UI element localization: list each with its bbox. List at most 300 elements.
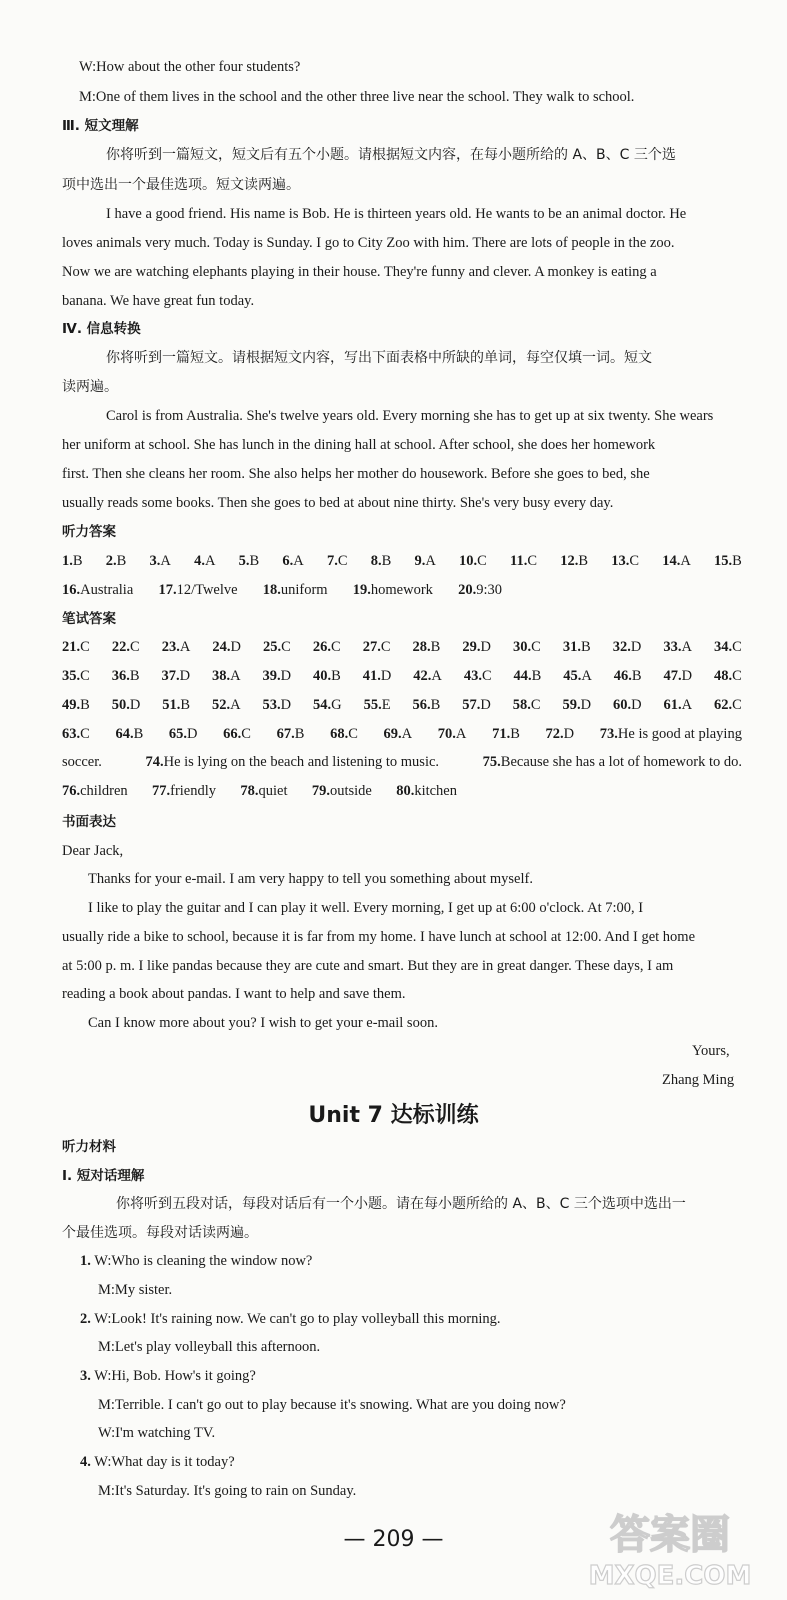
answer-number: 11. — [510, 553, 528, 569]
answer-item — [414, 552, 435, 570]
answer-value: A — [204, 553, 216, 569]
answer-value: C — [80, 639, 90, 655]
section-heading: Ⅰ. 短对话理解 — [62, 1168, 145, 1184]
answer-value: D — [280, 668, 292, 684]
answer-row — [62, 638, 742, 656]
answer-item — [513, 638, 541, 656]
answer-number: 69. — [383, 726, 402, 742]
answer-number: 30. — [513, 639, 532, 655]
answer-number: 29. — [462, 639, 481, 655]
answer-number: 59. — [562, 697, 581, 713]
answers-heading: 笔试答案 — [62, 611, 116, 627]
letter-signature: Zhang Ming — [662, 1072, 735, 1088]
answer-row — [62, 753, 742, 771]
answer-item — [510, 552, 537, 570]
answer-number: 39. — [262, 668, 281, 684]
dialog-number: 2. — [80, 1311, 91, 1327]
answer-value: B — [578, 553, 588, 569]
answer-number: 66. — [223, 726, 242, 742]
answer-item — [62, 552, 83, 570]
answer-item — [464, 667, 492, 685]
answer-item — [161, 667, 190, 685]
answer-item — [364, 696, 391, 714]
answer-number: 40. — [313, 668, 332, 684]
passage-line: banana. We have great fun today. — [62, 293, 255, 309]
answer-number: 60. — [612, 697, 632, 713]
answer-number: 49. — [62, 697, 81, 713]
answer-value: G — [331, 697, 342, 713]
answer-item — [62, 581, 133, 599]
answer-row — [62, 725, 742, 743]
answer-number: 7. — [326, 553, 338, 569]
answer-item — [162, 638, 191, 656]
answer-number: 38. — [211, 668, 231, 684]
answer-item — [714, 552, 742, 570]
answer-number: 54. — [313, 697, 332, 713]
answer-value: A — [680, 553, 691, 569]
answer-number: 48. — [714, 668, 733, 684]
answer-value: C — [477, 553, 487, 569]
answer-value: friendly — [170, 783, 217, 799]
answer-item — [614, 667, 642, 685]
answer-item — [313, 696, 342, 714]
answer-item — [263, 638, 291, 656]
answer-value: C — [531, 639, 541, 655]
answer-value: B — [294, 726, 305, 742]
dialog-text: W:Look! It's raining now. We can't go to play volleyball this morning. — [94, 1311, 501, 1327]
answer-value: homework — [370, 582, 433, 598]
answer-number: 76. — [62, 783, 81, 799]
answer-number: 42. — [413, 668, 432, 684]
answer-items — [62, 753, 742, 771]
answer-value: quiet — [258, 783, 288, 799]
letter-closing: Yours, — [692, 1043, 730, 1059]
answer-item — [600, 725, 742, 743]
answer-item — [563, 667, 592, 685]
passage-line: first. Then she cleans her room. She also helps her mother do housework. Before she goes to bed, she — [62, 466, 650, 482]
answer-number: 28. — [412, 639, 431, 655]
answer-item — [62, 696, 90, 714]
answer-number: 33. — [663, 639, 682, 655]
answer-number: 26. — [312, 639, 331, 655]
answer-item — [413, 667, 442, 685]
answer-item — [223, 725, 251, 743]
answer-value: B — [430, 697, 441, 713]
answer-number: 32. — [612, 639, 631, 655]
answer-number: 35. — [62, 668, 81, 684]
answer-item — [613, 696, 642, 714]
dialog-number: 3. — [80, 1368, 91, 1384]
answer-item — [458, 581, 502, 599]
answer-number: 47. — [663, 668, 682, 684]
answer-value: A — [230, 668, 241, 684]
answer-value: A — [581, 668, 592, 684]
answers-heading: 听力答案 — [62, 524, 116, 540]
answer-item — [312, 782, 372, 800]
answer-number: 51. — [162, 697, 181, 713]
answer-number: 46. — [613, 668, 632, 684]
answer-number: 67. — [276, 726, 295, 742]
answer-item — [158, 581, 237, 599]
answer-value: children — [80, 783, 128, 799]
answer-value: D — [280, 697, 292, 713]
answer-number: 20. — [458, 582, 477, 598]
answer-item — [330, 725, 358, 743]
watermark-logo — [570, 1500, 770, 1590]
writing-heading: 书面表达 — [62, 814, 116, 830]
answer-number: 37. — [161, 668, 180, 684]
answer-item — [145, 753, 439, 771]
answer-number: 21. — [62, 639, 81, 655]
material-heading: 听力材料 — [62, 1139, 116, 1155]
answer-row — [62, 667, 742, 685]
answer-number: 50. — [111, 697, 130, 713]
answer-item — [663, 638, 692, 656]
answer-value: 12/Twelve — [176, 582, 238, 598]
answer-item — [112, 638, 140, 656]
dialog-line — [80, 1367, 256, 1385]
instruction-text: 项中选出一个最佳选项。短文读两遍。 — [62, 177, 300, 193]
answer-item — [62, 782, 128, 800]
answer-number: 65. — [168, 726, 188, 742]
answer-number: 6. — [282, 553, 294, 569]
answer-value: D — [630, 639, 642, 655]
answer-value: C — [241, 726, 251, 742]
answer-item — [714, 638, 742, 656]
letter-salutation: Dear Jack, — [62, 843, 124, 859]
passage-line: usually reads some books. Then she goes to bed at about nine thirty. She's very busy every day. — [62, 495, 614, 511]
answer-number: 31. — [562, 639, 581, 655]
answer-value: D — [563, 726, 575, 742]
answer-value: C — [337, 553, 348, 569]
answer-item — [714, 696, 742, 714]
answer-item — [277, 725, 305, 743]
answer-item — [483, 753, 742, 771]
answer-item — [714, 667, 742, 685]
answer-items — [62, 782, 457, 800]
answer-value: B — [116, 553, 127, 569]
answer-item — [239, 552, 260, 570]
answer-number: 53. — [262, 697, 281, 713]
dialog-text: W:Hi, Bob. How's it going? — [94, 1368, 256, 1384]
answer-value: B — [72, 553, 83, 569]
answer-value: A — [455, 726, 467, 742]
answer-items — [62, 696, 742, 714]
answer-value: D — [681, 668, 693, 684]
answer-number: 14. — [662, 553, 681, 569]
answer-value: C — [481, 668, 492, 684]
answer-number: 73. — [599, 726, 618, 742]
answer-item — [412, 696, 440, 714]
answer-value: A — [681, 639, 692, 655]
dialog-line: W:I'm watching TV. — [98, 1425, 216, 1441]
answer-number: 64. — [115, 726, 134, 742]
answer-number: 77. — [151, 783, 171, 799]
instruction-text: 你将听到五段对话，每段对话后有一个小题。请在每小题所给的 A、B、C 三个选项中选出一 — [116, 1196, 686, 1212]
answer-number: 41. — [362, 668, 381, 684]
answer-number: 12. — [560, 553, 579, 569]
answer-row — [62, 581, 502, 599]
passage-line: Carol is from Australia. She's twelve years old. Every morning she has to get up at six twenty. She wears — [106, 408, 714, 424]
answer-items — [62, 552, 742, 570]
instruction-text: 个最佳选项。每段对话读两遍。 — [62, 1225, 258, 1241]
answer-item — [263, 581, 328, 599]
answer-value: A — [179, 639, 191, 655]
answer-items — [62, 581, 502, 599]
answer-item — [384, 725, 413, 743]
section-heading: Ⅲ. 短文理解 — [62, 118, 139, 134]
answer-value: D — [230, 639, 241, 655]
answer-item — [150, 552, 171, 570]
answer-number: 13. — [611, 553, 630, 569]
answer-value: He is good at playing — [617, 726, 742, 742]
answer-item — [611, 552, 639, 570]
answer-item — [62, 753, 102, 771]
answer-number: 62. — [714, 697, 733, 713]
dialog-text: W:What day is it today? — [94, 1454, 235, 1470]
instruction-text: 你将听到一篇短文，短文后有五个小题。请根据短文内容，在每小题所给的 A、B、C 三个选 — [106, 147, 676, 163]
answer-number: 44. — [513, 668, 532, 684]
answer-value: B — [531, 668, 542, 684]
dialog-line: M:My sister. — [98, 1282, 173, 1298]
answer-item — [282, 552, 303, 570]
answer-item — [462, 638, 491, 656]
letter-line: usually ride a bike to school, because it is far from my home. I have lunch at school at 12:00. And I get home — [62, 929, 696, 945]
answer-item — [560, 552, 588, 570]
answer-item — [492, 725, 520, 743]
answer-number: 17. — [158, 582, 177, 598]
answer-value: 9:30 — [476, 582, 502, 598]
answer-value: C — [80, 668, 90, 684]
answer-item — [169, 725, 198, 743]
answer-number: 72. — [545, 726, 564, 742]
answer-value: He is lying on the beach and listening to music. — [163, 754, 440, 770]
answer-item — [514, 667, 542, 685]
answer-value: uniform — [280, 582, 328, 598]
answer-value: A — [425, 553, 436, 569]
answer-value: A — [230, 697, 241, 713]
answer-value: C — [732, 639, 742, 655]
answer-number: 2. — [105, 553, 117, 569]
instruction-text: 读两遍。 — [62, 379, 118, 395]
passage-line: Now we are watching elephants playing in their house. They're funny and clever. A monkey is eating a — [62, 264, 657, 280]
answer-number: 9. — [414, 553, 426, 569]
passage-line: I have a good friend. His name is Bob. He is thirteen years old. He wants to be an animal doctor. He — [106, 206, 687, 222]
answer-number: 45. — [563, 668, 582, 684]
answer-item — [664, 696, 693, 714]
answer-value: D — [480, 639, 491, 655]
answer-value: D — [480, 697, 491, 713]
answer-item — [212, 667, 241, 685]
letter-line: I like to play the guitar and I can play it well. Every morning, I get up at 6:00 o'clock. At 7:00, I — [88, 900, 644, 916]
dialog-line: M:Terrible. I can't go out to play because it's snowing. What are you doing now? — [98, 1397, 566, 1413]
letter-line: Thanks for your e-mail. I am very happy to tell you something about myself. — [88, 871, 533, 887]
answer-row — [62, 696, 742, 714]
answer-item — [438, 725, 467, 743]
dialog-line — [80, 1310, 500, 1328]
answer-value: B — [631, 668, 642, 684]
answer-item — [513, 696, 541, 714]
answer-number: 80. — [396, 783, 415, 799]
answer-value: C — [281, 639, 291, 655]
watermark-text-cn: 答案圈 — [610, 1512, 730, 1558]
answer-item — [115, 725, 143, 743]
answer-value: B — [180, 697, 191, 713]
answer-value: C — [348, 726, 358, 742]
answer-item — [664, 667, 693, 685]
dialog-line: W:How about the other four students? — [79, 59, 301, 75]
dialog-number: 4. — [80, 1454, 91, 1470]
answer-number: 68. — [330, 726, 349, 742]
answer-number: 16. — [62, 582, 81, 598]
page-number: — 209 — — [343, 1527, 444, 1552]
answer-value: kitchen — [414, 783, 457, 799]
answer-number: 56. — [412, 697, 431, 713]
passage-line: loves animals very much. Today is Sunday. I go to City Zoo with him. There are lots of people in the zoo. — [62, 235, 675, 251]
answer-number: 19. — [352, 582, 371, 598]
answer-item — [62, 667, 90, 685]
answer-value: D — [580, 697, 592, 713]
answer-value: soccer. — [62, 754, 102, 770]
answer-value: C — [732, 668, 742, 684]
answer-item — [263, 667, 292, 685]
answer-value: A — [160, 553, 171, 569]
answer-value: B — [129, 668, 140, 684]
answer-item — [546, 725, 575, 743]
dialog-line — [80, 1453, 235, 1471]
answer-value: D — [187, 726, 198, 742]
answer-number: 79. — [311, 783, 330, 799]
answer-value: B — [133, 726, 144, 742]
answer-value: D — [631, 697, 642, 713]
answer-number: 15. — [714, 553, 733, 569]
answer-number: 27. — [362, 639, 381, 655]
answer-number: 78. — [240, 783, 259, 799]
passage-line: her uniform at school. She has lunch in the dining hall at school. After school, she does her homework — [62, 437, 656, 453]
unit-title: Unit 7 达标训练 — [308, 1103, 479, 1128]
answer-value: A — [293, 553, 304, 569]
answer-item — [112, 667, 140, 685]
answer-item — [263, 696, 292, 714]
answer-number: 8. — [370, 553, 382, 569]
answer-number: 34. — [714, 639, 733, 655]
answer-item — [353, 581, 433, 599]
answer-value: C — [80, 726, 90, 742]
answer-row — [62, 782, 457, 800]
answer-number: 55. — [363, 697, 382, 713]
answer-value: C — [380, 639, 391, 655]
instruction-text: 你将听到一篇短文。请根据短文内容，写出下面表格中所缺的单词，每空仅填一词。短文 — [106, 350, 652, 366]
answer-value: B — [331, 668, 341, 684]
answer-number: 71. — [492, 726, 511, 742]
answer-number: 63. — [62, 726, 81, 742]
answer-item — [563, 638, 591, 656]
answer-value: C — [629, 553, 639, 569]
answer-item — [562, 696, 591, 714]
answer-number: 22. — [111, 639, 130, 655]
answer-row — [62, 552, 742, 570]
answer-item — [240, 782, 287, 800]
answer-number: 36. — [111, 668, 130, 684]
answer-number: 3. — [149, 553, 161, 569]
section-heading: Ⅳ. 信息转换 — [62, 321, 141, 337]
answer-item — [413, 638, 441, 656]
dialog-line: M:Let's play volleyball this afternoon. — [98, 1339, 321, 1355]
answer-value: B — [249, 553, 260, 569]
answer-value: C — [129, 639, 140, 655]
answer-item — [112, 696, 141, 714]
answer-item — [396, 782, 457, 800]
dialog-line: M:One of them lives in the school and the other three live near the school. They walk to school. — [79, 89, 635, 105]
answer-value: A — [431, 668, 442, 684]
answer-item — [313, 667, 341, 685]
answer-value: C — [330, 639, 341, 655]
answer-value: D — [179, 668, 191, 684]
answer-value: D — [380, 668, 392, 684]
dialog-text: W:Who is cleaning the window now? — [94, 1253, 313, 1269]
answer-value: Because she has a lot of homework to do. — [500, 754, 742, 770]
answer-number: 43. — [463, 668, 482, 684]
answer-value: A — [681, 697, 693, 713]
answer-value: B — [80, 697, 90, 713]
answer-value: C — [732, 697, 742, 713]
answer-item — [363, 667, 392, 685]
answer-value: E — [381, 697, 391, 713]
answer-items — [62, 638, 742, 656]
answer-value: B — [732, 553, 742, 569]
answer-value: D — [129, 697, 141, 713]
answer-value: B — [381, 553, 392, 569]
answer-number: 75. — [482, 754, 501, 770]
letter-line: reading a book about pandas. I want to help and save them. — [62, 986, 406, 1002]
answer-item — [152, 782, 216, 800]
answer-value: B — [510, 726, 520, 742]
answer-number: 57. — [462, 697, 481, 713]
answer-number: 74. — [145, 754, 164, 770]
answer-item — [371, 552, 392, 570]
answer-item — [62, 638, 90, 656]
answer-item — [459, 552, 487, 570]
answer-item — [662, 552, 691, 570]
answer-item — [212, 638, 241, 656]
answer-item — [62, 725, 90, 743]
answer-value: C — [530, 697, 541, 713]
answer-number: 18. — [262, 582, 281, 598]
dialog-line: M:It's Saturday. It's going to rain on Sunday. — [98, 1483, 357, 1499]
answer-item — [106, 552, 127, 570]
dialog-line — [80, 1252, 312, 1270]
answer-value: A — [401, 726, 413, 742]
answer-value: B — [581, 639, 591, 655]
answer-number: 52. — [211, 697, 231, 713]
answer-item — [613, 638, 642, 656]
letter-line: at 5:00 p. m. I like pandas because they are cute and smart. But they are in great danger. These days, I am — [62, 958, 674, 974]
answer-number: 24. — [212, 639, 231, 655]
answer-item — [462, 696, 491, 714]
answer-item — [212, 696, 241, 714]
answer-item — [162, 696, 190, 714]
answer-number: 4. — [194, 553, 205, 569]
watermark-text-url: MXQE.COM — [588, 1561, 752, 1590]
answer-value: C — [527, 553, 537, 569]
answer-number: 5. — [238, 553, 250, 569]
answer-value: B — [430, 639, 441, 655]
answer-item — [327, 552, 348, 570]
answer-number: 1. — [62, 553, 73, 569]
answer-number: 23. — [161, 639, 180, 655]
dialog-number: 1. — [80, 1253, 91, 1269]
answer-number: 61. — [663, 697, 682, 713]
